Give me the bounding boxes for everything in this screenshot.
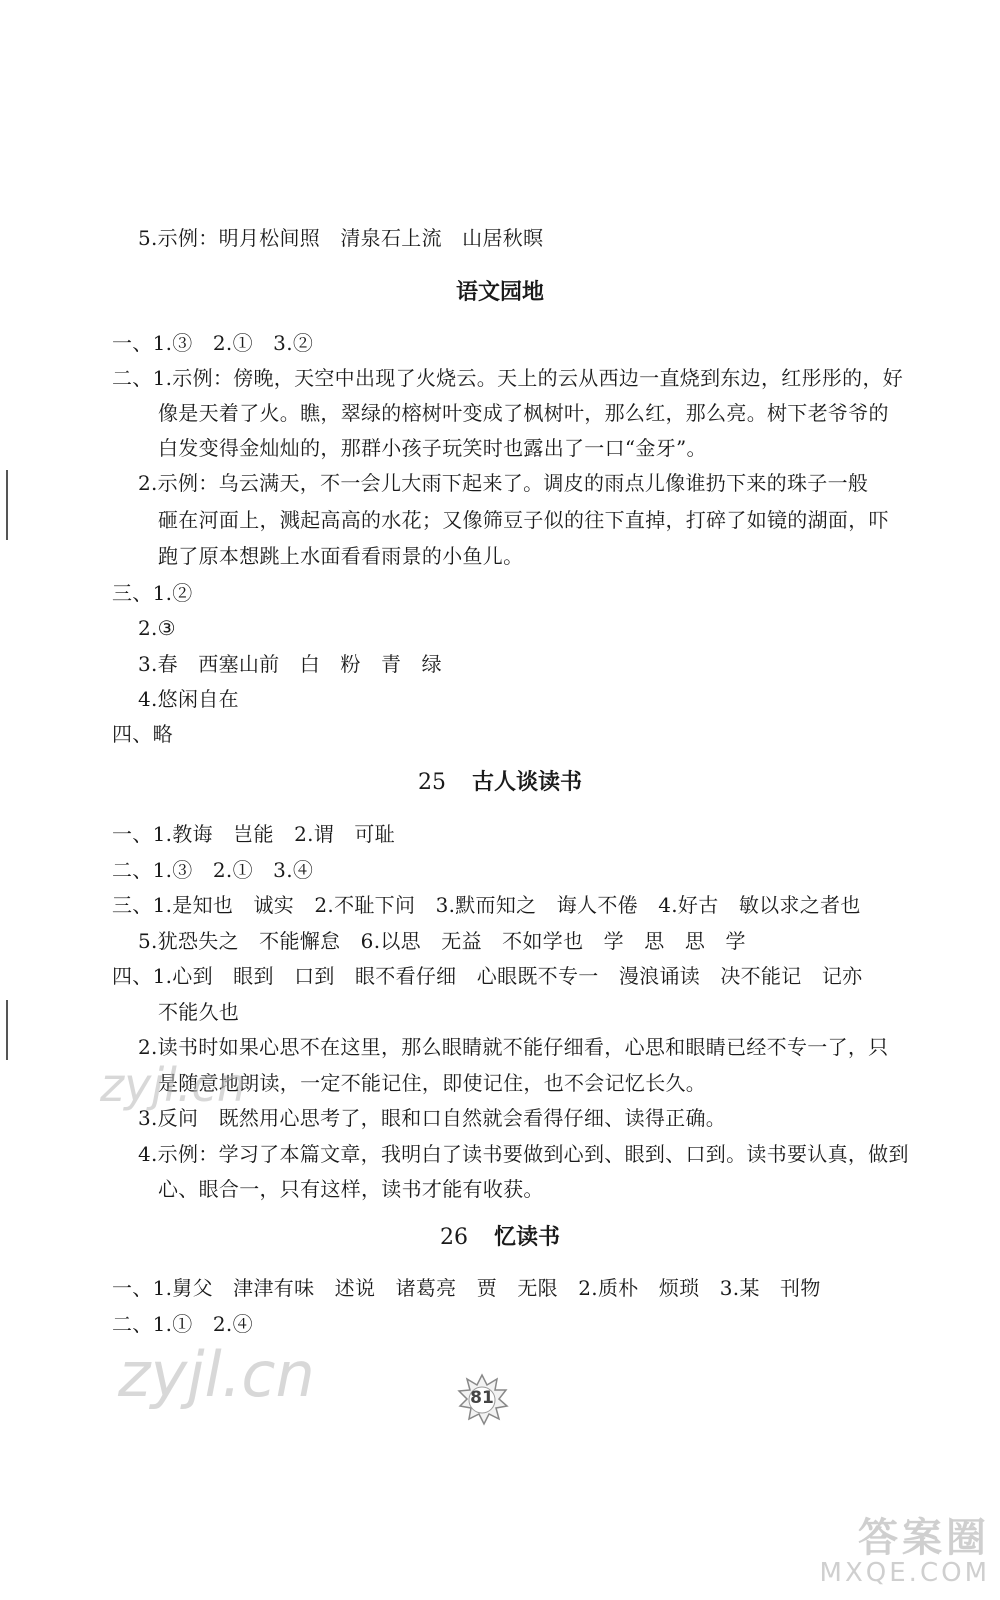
answer-line: 3.反问 既然用心思考了，眼和口自然就会看得仔细、读得正确。 xyxy=(138,1106,727,1130)
logo-main-text: 答案圈 xyxy=(858,1515,990,1561)
section-title xyxy=(0,1223,1000,1253)
answer-line: 一、1.教诲 岂能 2.谓 可耻 xyxy=(112,822,395,846)
answer-line: 2.示例：乌云满天，不一会儿大雨下起来了。调皮的雨点儿像谁扔下来的珠子一般 xyxy=(138,471,869,495)
watermark: zyjl.cn xyxy=(100,1058,246,1112)
answer-line: 四、略 xyxy=(112,722,173,746)
answer-line: 像是天着了火。瞧，翠绿的榕树叶变成了枫树叶，那么红，那么亮。树下老爷爷的 xyxy=(158,401,889,425)
logo-sub-text: MXQE.COM xyxy=(819,1558,990,1588)
answer-line: 5.犹恐失之 不能懈怠 6.以思 无益 不如学也 学 思 思 学 xyxy=(138,929,746,953)
site-logo xyxy=(818,1506,998,1596)
section-number: 25 xyxy=(417,770,446,795)
answer-line: 心、眼合一，只有这样，读书才能有收获。 xyxy=(158,1177,544,1201)
margin-mark xyxy=(6,470,8,540)
answer-line: 4.悠闲自在 xyxy=(138,687,239,711)
answer-line: 是随意地朗读，一定不能记住，即使记住，也不会记忆长久。 xyxy=(158,1071,707,1095)
section-title xyxy=(0,768,1000,798)
answer-line: 二、1.示例：傍晚，天空中出现了火烧云。天上的云从西边一直烧到东边，红彤彤的，好 xyxy=(112,366,904,390)
answer-line: 三、1.是知也 诚实 2.不耻下问 3.默而知之 诲人不倦 4.好古 敏以求之者也 xyxy=(112,893,861,917)
answer-line: 一、1.舅父 津津有味 述说 诸葛亮 贾 无限 2.质朴 烦琐 3.某 刊物 xyxy=(112,1276,821,1300)
section-title-text: 语文园地 xyxy=(455,280,544,305)
answer-line: 2.③ xyxy=(138,616,176,640)
page-number-badge xyxy=(455,1373,509,1427)
watermark: zyjl.cn xyxy=(118,1338,315,1411)
answer-line: 2.读书时如果心思不在这里，那么眼睛就不能仔细看，心思和眼睛已经不专一了，只 xyxy=(138,1035,889,1059)
page-number: 81 xyxy=(470,1388,494,1408)
answer-line: 四、1.心到 眼到 口到 眼不看仔细 心眼既不专一 漫浪诵读 决不能记 记亦 xyxy=(112,964,863,988)
answer-line: 5.示例：明月松间照 清泉石上流 山居秋暝 xyxy=(138,226,544,250)
answer-line: 跑了原本想跳上水面看看雨景的小鱼儿。 xyxy=(158,544,524,568)
answer-line: 4.示例：学习了本篇文章，我明白了读书要做到心到、眼到、口到。读书要认真，做到 xyxy=(138,1142,909,1166)
section-title xyxy=(0,278,1000,308)
answer-line: 二、1.① 2.④ xyxy=(112,1312,253,1336)
answer-line: 一、1.③ 2.① 3.② xyxy=(112,331,314,355)
section-number: 26 xyxy=(439,1225,468,1250)
answer-line: 不能久也 xyxy=(158,1000,240,1024)
section-title-text: 忆读书 xyxy=(493,1225,560,1250)
answer-line: 三、1.② xyxy=(112,581,193,605)
answer-line: 二、1.③ 2.① 3.④ xyxy=(112,858,314,882)
margin-mark xyxy=(6,1000,8,1060)
answer-line: 砸在河面上，溅起高高的水花；又像筛豆子似的往下直掉，打碎了如镜的湖面，吓 xyxy=(158,508,889,532)
answer-line: 3.春 西塞山前 白 粉 青 绿 xyxy=(138,652,442,676)
answer-line: 白发变得金灿灿的，那群小孩子玩笑时也露出了一口“金牙”。 xyxy=(158,436,707,460)
section-title-text: 古人谈读书 xyxy=(471,770,582,795)
